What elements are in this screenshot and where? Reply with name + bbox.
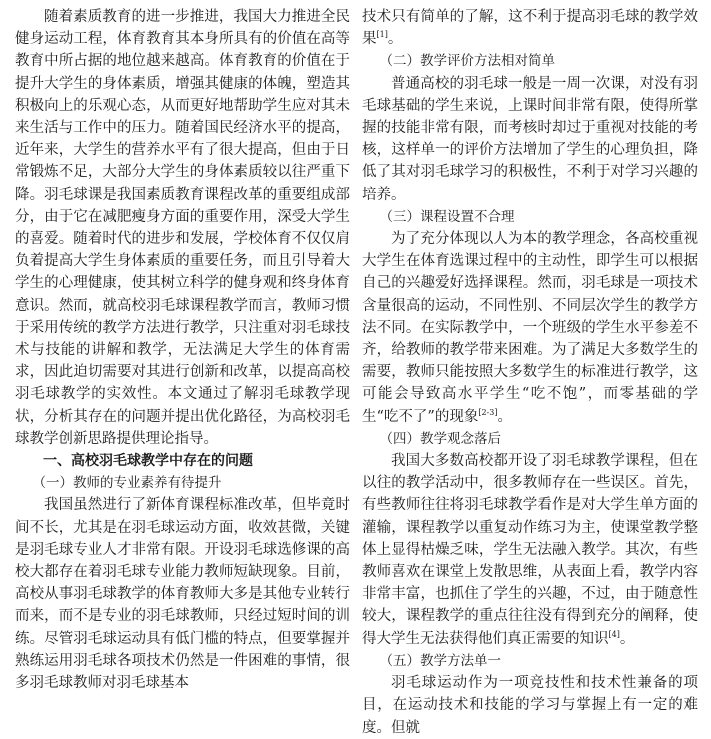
intro-paragraph: 随着素质教育的进一步推进，我国大力推进全民健身运动工程，体育教育其本身所具有的价值在高等教育中所占据的地位越来越高。体育教育的价值在于提升大学生的身体素质，增强其健康的体魄，塑造其积极向上的乐观心态，从而更好地帮助学生应对其未来生活与工作中的压力。随着国民经济水平的提高，近年来，大学生的营养水平有了很大提高，但由于日常锻炼不足，大部分大学生的身体素质较以往严重下降。羽毛球课是我国素质教育课程改革的重要组成部分，由于它在减肥瘦身方面的重要作用，深受大学生的喜爱。随着时代的进步和发展，学校体育不仅仅肩负着提高大学生身体素质的重要任务，而且引导着大学生的心理健康，使其树立科学的健身观和终身体育意识。然而，就高校羽毛球课程教学而言，教师习惯于采用传统的教学方法进行教学，只注重对羽毛球技术与技能的讲解和教学，无法满足大学生的体育需求，因此迫切需要对其进行创新和改革，以提高高校羽毛球教学的实效性。本文通过了解羽毛球教学现状，分析其存在的问题并提出优化路径，为高校羽毛球教学创新思路提供理论指导。 — [15, 9, 350, 447]
citation-ref: [1] — [376, 30, 388, 40]
methods-paragraph: 羽毛球运动作为一项竞技性和技术性兼备的项目，在运动技术和技能的学习与掌握上有一定的难度。但就 — [362, 675, 698, 736]
subsection-heading-concepts: （四）教学观念落后 — [379, 430, 502, 447]
concepts-paragraph-text: 我国大多数高校都开设了羽毛球教学课程，但在以往的教学活动中，很多教师存在一些误区。首先，有些教师往往将羽毛球教学看作是对大学生单方面的灌输，课程教学以重复动作练习为主，使课堂教学整体上显得枯燥乏味，学生无法融入教学。其次，有些教师喜欢在课堂上发散思维，从表面上看，教学内容非常丰富，也抓住了学生的兴趣，不过，由于随意性较大，课程教学的重点往往没有得到充分的阐释，使得大学生无法获得他们真正需要的知识 — [362, 453, 698, 647]
citation-ref: [4] — [608, 629, 620, 639]
continued-paragraph — [362, 6, 698, 50]
left-column — [15, 6, 350, 694]
teacher-quality-paragraph: 我国虽然进行了新体育课程标准改革，但毕竟时间不长，尤其是在羽毛球运动方面，收效甚微，关键是羽毛球专业人才非常有限。开设羽毛球选修课的高校大都存在着羽毛球专业能力教师短缺现象。目前，高校从事羽毛球教学的体育教师大多是其他专业转行而来，而不是专业的羽毛球教师，只经过短时间的训练。尽管羽毛球运动具有低门槛的特点，但要掌握并熟练运用羽毛球各项技术仍然是一件困难的事情，很多羽毛球教师对羽毛球基本 — [15, 497, 350, 692]
citation-ref: [2-3] — [478, 407, 498, 417]
continued-paragraph-end: 。 — [387, 31, 403, 48]
subsection-heading-evaluation: （二）教学评价方法相对简单 — [379, 53, 556, 70]
concepts-paragraph-end: 。 — [619, 630, 635, 647]
section-heading-problems: 一、高校羽毛球教学中存在的问题 — [43, 453, 253, 470]
curriculum-paragraph-text: 为了充分体现以人为本的教学理念，各高校重视大学生在体育选课过程中的主动性，即学生可以根据自己的兴趣爱好选择课程。然而，羽毛球是一项技术含量很高的运动，不同性别、不同层次学生的教学方法不同。在实际教学中，一个班级的学生水平参差不齐，给教师的教学带来困难。为了满足大多数学生的需要，教师只能按照大多数学生的标准进行教学，这可能会导致高水平学生“吃不饱”，而零基础的学生“吃不了”的现象 — [362, 231, 698, 425]
curriculum-paragraph — [362, 228, 698, 428]
concepts-paragraph — [362, 450, 698, 650]
subsection-heading-methods: （五）教学方法单一 — [379, 652, 502, 669]
evaluation-paragraph: 普通高校的羽毛球一般是一周一次课，对没有羽毛球基础的学生来说，上课时间非常有限，使得所掌握的技能非常有限，而考核时却过于重视对技能的考核，这样单一的评价方法增加了学生的心理负担，降低了其对羽毛球学习的积极性，不利于对学习兴趣的培养。 — [362, 75, 698, 203]
continued-paragraph-text: 技术只有简单的了解，这不利于提高羽毛球的教学效果 — [362, 9, 698, 48]
subsection-heading-curriculum: （三）课程设置不合理 — [379, 208, 515, 225]
right-column — [362, 6, 698, 739]
subsection-heading-teacher-quality: （一）教师的专业素养有待提升 — [32, 475, 222, 492]
curriculum-paragraph-end: 。 — [497, 408, 512, 425]
